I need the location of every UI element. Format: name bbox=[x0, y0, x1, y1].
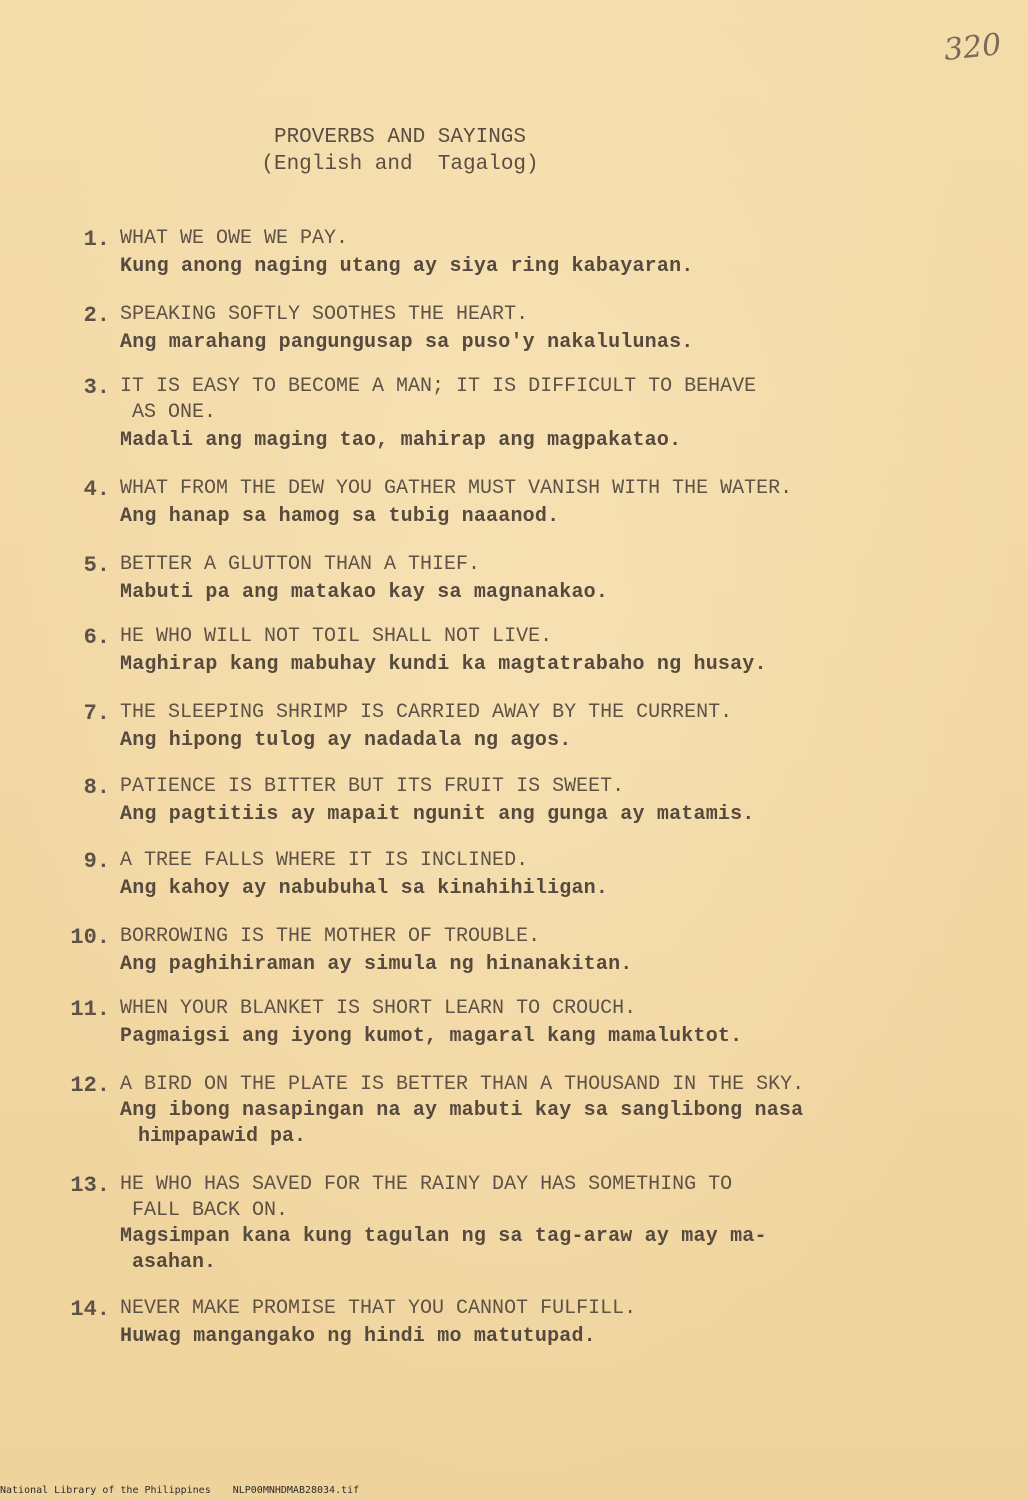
proverb-tagalog: Magsimpan kana kung tagulan ng sa tag-araw ay may ma- bbox=[120, 1225, 767, 1248]
proverb-tagalog: Huwag mangangako ng hindi mo matutupad. bbox=[120, 1325, 596, 1348]
proverb-english: PATIENCE IS BITTER BUT ITS FRUIT IS SWEET. bbox=[120, 775, 625, 798]
proverb-english: WHAT WE OWE WE PAY. bbox=[120, 227, 349, 250]
proverb-tagalog: Pagmaigsi ang iyong kumot, magaral kang mamaluktot. bbox=[120, 1025, 743, 1048]
proverb-english: SPEAKING SOFTLY SOOTHES THE HEART. bbox=[120, 303, 529, 326]
proverb-number: 1. bbox=[83, 227, 110, 252]
proverb-number: 4. bbox=[83, 477, 110, 502]
proverb-tagalog: Maghirap kang mabuhay kundi ka magtatrabaho ng husay. bbox=[120, 653, 767, 676]
proverb-number: 7. bbox=[83, 701, 110, 726]
proverb-english: HE WHO HAS SAVED FOR THE RAINY DAY HAS SOMETHING TO bbox=[120, 1173, 733, 1196]
proverb-tagalog: Madali ang maging tao, mahirap ang magpakatao. bbox=[120, 429, 682, 452]
archive-footer bbox=[0, 1485, 381, 1496]
proverb-number: 11. bbox=[70, 997, 110, 1022]
proverb-english: BORROWING IS THE MOTHER OF TROUBLE. bbox=[120, 925, 541, 948]
proverb-tagalog: Ang pagtitiis ay mapait ngunit ang gunga ay matamis. bbox=[120, 803, 755, 826]
proverb-tagalog-continuation: asahan. bbox=[132, 1251, 217, 1274]
proverb-tagalog: Ang kahoy ay nabubuhal sa kinahihiligan. bbox=[120, 877, 609, 900]
proverb-english: A BIRD ON THE PLATE IS BETTER THAN A THOUSAND IN THE SKY. bbox=[120, 1073, 805, 1096]
proverb-tagalog-continuation: himpapawid pa. bbox=[138, 1125, 307, 1148]
document-title bbox=[0, 124, 800, 178]
proverb-english: HE WHO WILL NOT TOIL SHALL NOT LIVE. bbox=[120, 625, 553, 648]
proverb-number: 10. bbox=[70, 925, 110, 950]
proverb-number: 12. bbox=[70, 1073, 110, 1098]
proverb-tagalog: Kung anong naging utang ay siya ring kabayaran. bbox=[120, 255, 694, 278]
proverb-tagalog: Ang marahang pangungusap sa puso'y nakalulunas. bbox=[120, 331, 694, 354]
title-line-2: (English and Tagalog) bbox=[261, 153, 539, 176]
proverb-english: BETTER A GLUTTON THAN A THIEF. bbox=[120, 553, 481, 576]
proverb-number: 2. bbox=[83, 303, 110, 328]
proverb-number: 9. bbox=[83, 849, 110, 874]
proverb-number: 8. bbox=[83, 775, 110, 800]
proverb-number: 3. bbox=[83, 375, 110, 400]
footer-institution: National Library of the Philippines bbox=[0, 1485, 211, 1496]
proverb-english-continuation: FALL BACK ON. bbox=[132, 1199, 289, 1222]
proverb-english: WHEN YOUR BLANKET IS SHORT LEARN TO CROUCH. bbox=[120, 997, 637, 1020]
proverb-tagalog: Ang hipong tulog ay nadadala ng agos. bbox=[120, 729, 572, 752]
page-number: 320 bbox=[942, 27, 1003, 68]
proverb-english: IT IS EASY TO BECOME A MAN; IT IS DIFFICULT TO BEHAVE bbox=[120, 375, 757, 398]
proverb-tagalog: Ang hanap sa hamog sa tubig naaanod. bbox=[120, 505, 560, 528]
proverb-tagalog: Ang paghihiraman ay simula ng hinanakitan. bbox=[120, 953, 633, 976]
proverb-english: A TREE FALLS WHERE IT IS INCLINED. bbox=[120, 849, 529, 872]
proverb-english: WHAT FROM THE DEW YOU GATHER MUST VANISH WITH THE WATER. bbox=[120, 477, 793, 500]
proverb-tagalog: Ang ibong nasapingan na ay mabuti kay sa sanglibong nasa bbox=[120, 1099, 804, 1122]
proverb-english: NEVER MAKE PROMISE THAT YOU CANNOT FULFILL. bbox=[120, 1297, 637, 1320]
proverb-number: 5. bbox=[83, 553, 110, 578]
proverb-number: 6. bbox=[83, 625, 110, 650]
proverb-english: THE SLEEPING SHRIMP IS CARRIED AWAY BY THE CURRENT. bbox=[120, 701, 733, 724]
proverb-number: 13. bbox=[70, 1173, 110, 1198]
title-line-1: PROVERBS AND SAYINGS bbox=[273, 126, 527, 149]
footer-filename: NLP00MNHDMAB28034.tif bbox=[232, 1485, 360, 1496]
proverb-tagalog: Mabuti pa ang matakao kay sa magnanakao. bbox=[120, 581, 609, 604]
proverb-number: 14. bbox=[70, 1297, 110, 1322]
proverb-english-continuation: AS ONE. bbox=[132, 401, 217, 424]
